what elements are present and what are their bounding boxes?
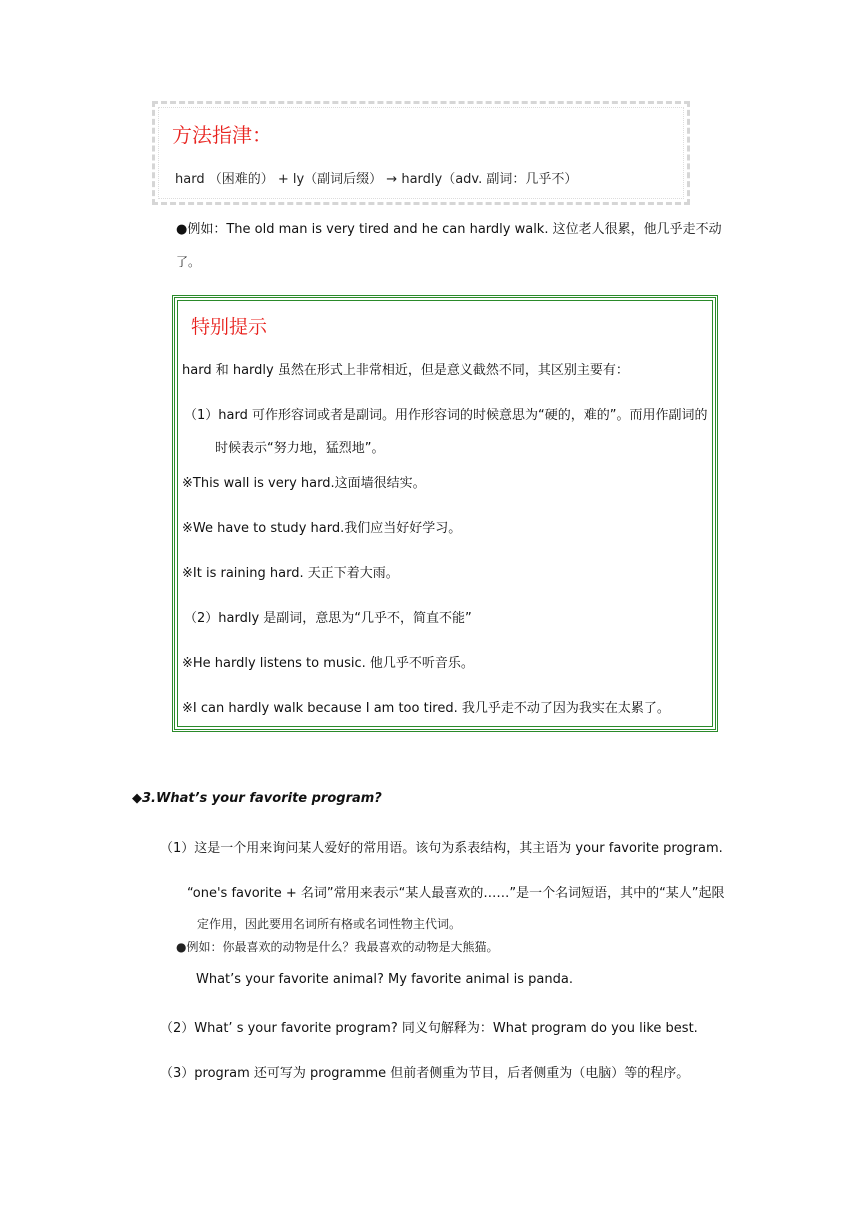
section-3-heading: ◆3.What’s your favorite program? <box>132 791 382 806</box>
tip-example-2: ※We have to study hard.我们应当好好学习。 <box>182 521 462 536</box>
tip-point-1-line-2: 时候表示“努力地，猛烈地”。 <box>215 441 385 456</box>
method-box <box>152 101 690 205</box>
section-3-point-1: （1）这是一个用来询问某人爱好的常用语。该句为系表结构，其主语为 your favorite program. <box>160 841 723 856</box>
tip-example-5: ※I can hardly walk because I am too tired. 我几乎走不动了因为我实在太累了。 <box>182 701 670 716</box>
section-3-point-3: （3）program 还可写为 programme 但前者侧重为节目，后者侧重为（电脑）等的程序。 <box>160 1066 690 1081</box>
example-line-2: 了。 <box>176 255 201 269</box>
tip-example-3: ※It is raining hard. 天正下着大雨。 <box>182 566 399 581</box>
section-3-example-english: What’s your favorite animal? My favorite animal is panda. <box>196 972 573 987</box>
section-3-example: ●例如：你最喜欢的动物是什么？我最喜欢的动物是大熊猫。 <box>176 940 499 954</box>
example-line-1: ●例如：The old man is very tired and he can hardly walk. 这位老人很累，他几乎走不动 <box>176 222 722 237</box>
special-tip-title: 特别提示 <box>191 316 268 338</box>
tip-example-4: ※He hardly listens to music. 他几乎不听音乐。 <box>182 656 474 671</box>
method-title: 方法指津： <box>172 123 272 147</box>
section-3-note-line-1: “one's favorite + 名词”常用来表示“某人最喜欢的……”是一个名词短语，其中的“某人”起限 <box>187 886 725 901</box>
section-3-note-line-2: 定作用，因此要用名词所有格或名词性物主代词。 <box>197 917 462 931</box>
section-3-point-2: （2）What’ s your favorite program? 同义句解释为：What program do you like best. <box>160 1021 698 1036</box>
tip-point-1-line-1: （1）hard 可作形容词或者是副词。用作形容词的时候意思为“硬的，难的”。而用作副词的 <box>184 408 708 423</box>
tip-example-1: ※This wall is very hard.这面墙很结实。 <box>182 476 426 491</box>
tip-point-2: （2）hardly 是副词，意思为“几乎不，简直不能” <box>184 611 472 626</box>
tip-intro: hard 和 hardly 虽然在形式上非常相近，但是意义截然不同，其区别主要有： <box>182 363 629 378</box>
method-rule: hard （困难的） + ly（副词后缀） → hardly（adv. 副词：几乎不） <box>175 172 578 187</box>
